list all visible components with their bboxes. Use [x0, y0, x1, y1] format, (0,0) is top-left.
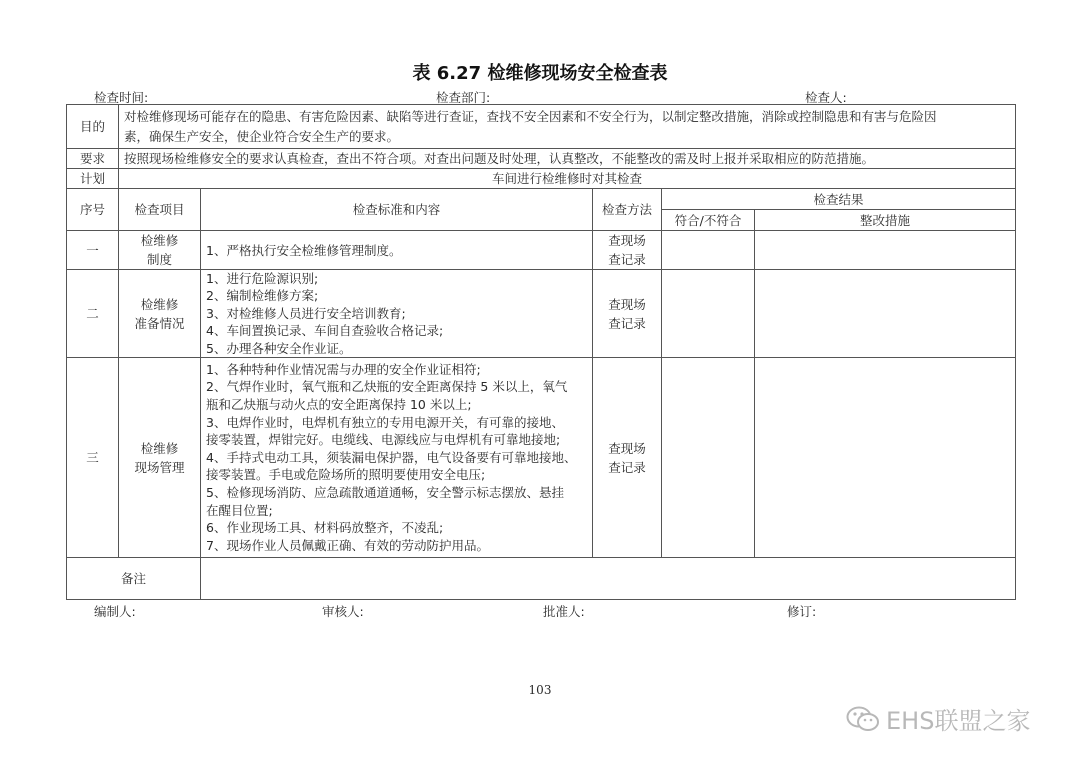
- row-item-line: 制度: [146, 252, 172, 267]
- method-line: 查现场: [608, 440, 646, 456]
- standard-line: 接零装置。手电或危险场所的照明要使用安全电压;: [206, 467, 486, 483]
- remarks-cell[interactable]: [201, 558, 1016, 600]
- row-method: [593, 231, 662, 270]
- row-standard: [201, 270, 593, 358]
- row-rectify-cell[interactable]: [755, 231, 1016, 270]
- standard-line: 3、电焊作业时，电焊机有独立的专用电源开关，有可靠的接地、: [206, 414, 564, 430]
- row-item-line: 检维修: [140, 440, 179, 456]
- purpose-line-1: 对检维修现场可能存在的隐患、有害危险因素、缺陷等进行查证，查找不安全因素和不安全行为，以制定整改措施，消除或控制隐患和有害与危险因: [124, 108, 937, 124]
- row-conform-cell[interactable]: [662, 358, 755, 558]
- row-rectify-cell[interactable]: [755, 270, 1016, 358]
- standard-line: 4、车间置换记录、车间自查验收合格记录;: [206, 323, 444, 339]
- col-rectify: 整改措施: [755, 210, 1016, 231]
- purpose-label: 目的: [67, 105, 119, 149]
- remarks-row: [67, 558, 1016, 600]
- inspector-label: 检查人:: [805, 90, 847, 105]
- watermark-text: EHS联盟之家: [886, 707, 1031, 735]
- compiler-label: 编制人:: [94, 604, 136, 619]
- requirement-text: 按照现场检维修安全的要求认真检查，查出不符合项。对查出问题及时处理，认真整改，不能整改的需及时上报并采取相应的防范措施。: [119, 149, 1016, 169]
- row-standard: [201, 231, 593, 270]
- row-seq: 一: [67, 231, 119, 270]
- requirement-row: [67, 149, 1016, 169]
- method-line: 查现场: [608, 296, 646, 312]
- col-item: 检查项目: [119, 189, 201, 231]
- standard-line: 3、对检维修人员进行安全培训教育;: [206, 305, 406, 321]
- method-line: 查记录: [608, 252, 646, 267]
- check-dept-label: 检查部门:: [436, 90, 491, 105]
- method-line: 查现场: [608, 233, 646, 248]
- header-row-1: [67, 189, 1016, 210]
- row-conform-cell[interactable]: [662, 231, 755, 270]
- row-item-line: 检维修: [140, 233, 179, 248]
- purpose-row: [67, 105, 1016, 149]
- revision-label: 修订:: [787, 604, 817, 619]
- method-line: 查记录: [608, 315, 646, 331]
- remarks-label: 备注: [67, 558, 201, 600]
- row-item: [119, 231, 201, 270]
- page-title: 表 6.27 检维修现场安全检查表: [412, 63, 668, 84]
- col-standard: 检查标准和内容: [201, 189, 593, 231]
- row-item: [119, 270, 201, 358]
- standard-line: 1、严格执行安全检维修管理制度。: [206, 242, 402, 258]
- inspection-table: [66, 104, 1016, 600]
- standard-line: 瓶和乙炔瓶与动火点的安全距离保持 10 米以上;: [206, 396, 472, 412]
- approver-label: 批准人:: [543, 604, 585, 619]
- purpose-text: [119, 105, 1016, 149]
- row-conform-cell[interactable]: [662, 270, 755, 358]
- col-result: 检查结果: [662, 189, 1016, 210]
- col-conform: 符合/不符合: [662, 210, 755, 231]
- standard-line: 在醒目位置;: [206, 502, 273, 518]
- reviewer-label: 审核人:: [322, 604, 364, 619]
- purpose-line-2: 素，确保生产安全，使企业符合安全生产的要求。: [124, 128, 400, 144]
- standard-line: 1、进行危险源识别;: [206, 271, 319, 286]
- row-rectify-cell[interactable]: [755, 358, 1016, 558]
- plan-text: 车间进行检维修时对其检查: [119, 169, 1016, 189]
- col-seq: 序号: [67, 189, 119, 231]
- wechat-icon: [846, 705, 880, 733]
- row-method: [593, 358, 662, 558]
- row-standard: [201, 358, 593, 558]
- standard-line: 5、办理各种安全作业证。: [206, 340, 352, 356]
- table-row: [67, 231, 1016, 270]
- standard-line: 1、各种特种作业情况需与办理的安全作业证相符;: [206, 361, 481, 377]
- standard-line: 接零装置，焊钳完好。电缆线、电源线应与电焊机有可靠地接地;: [206, 432, 561, 448]
- row-item-line: 现场管理: [134, 459, 185, 475]
- row-item: [119, 358, 201, 558]
- standard-line: 6、作业现场工具、材料码放整齐，不凌乱;: [206, 520, 444, 536]
- table-row: [67, 358, 1016, 558]
- requirement-label: 要求: [67, 149, 119, 169]
- standard-line: 5、检修现场消防、应急疏散通道通畅，安全警示标志摆放、悬挂: [206, 484, 564, 500]
- plan-row: [67, 169, 1016, 189]
- watermark: [846, 701, 1030, 736]
- standard-line: 7、现场作业人员佩戴正确、有效的劳动防护用品。: [206, 537, 489, 553]
- standard-line: 2、气焊作业时，氧气瓶和乙炔瓶的安全距离保持 5 米以上，氧气: [206, 379, 568, 395]
- row-method: [593, 270, 662, 358]
- col-method: 检查方法: [593, 189, 662, 231]
- page-number: 103: [528, 683, 552, 697]
- row-seq: 三: [67, 358, 119, 558]
- method-line: 查记录: [608, 459, 646, 475]
- standard-line: 2、编制检维修方案;: [206, 288, 319, 304]
- table-row: [67, 270, 1016, 358]
- standard-line: 4、手持式电动工具，须装漏电保护器，电气设备要有可靠地接地、: [206, 449, 577, 465]
- check-time-label: 检查时间:: [94, 90, 149, 105]
- row-seq: 二: [67, 270, 119, 358]
- plan-label: 计划: [67, 169, 119, 189]
- row-item-line: 检维修: [140, 296, 179, 312]
- row-item-line: 准备情况: [134, 315, 185, 331]
